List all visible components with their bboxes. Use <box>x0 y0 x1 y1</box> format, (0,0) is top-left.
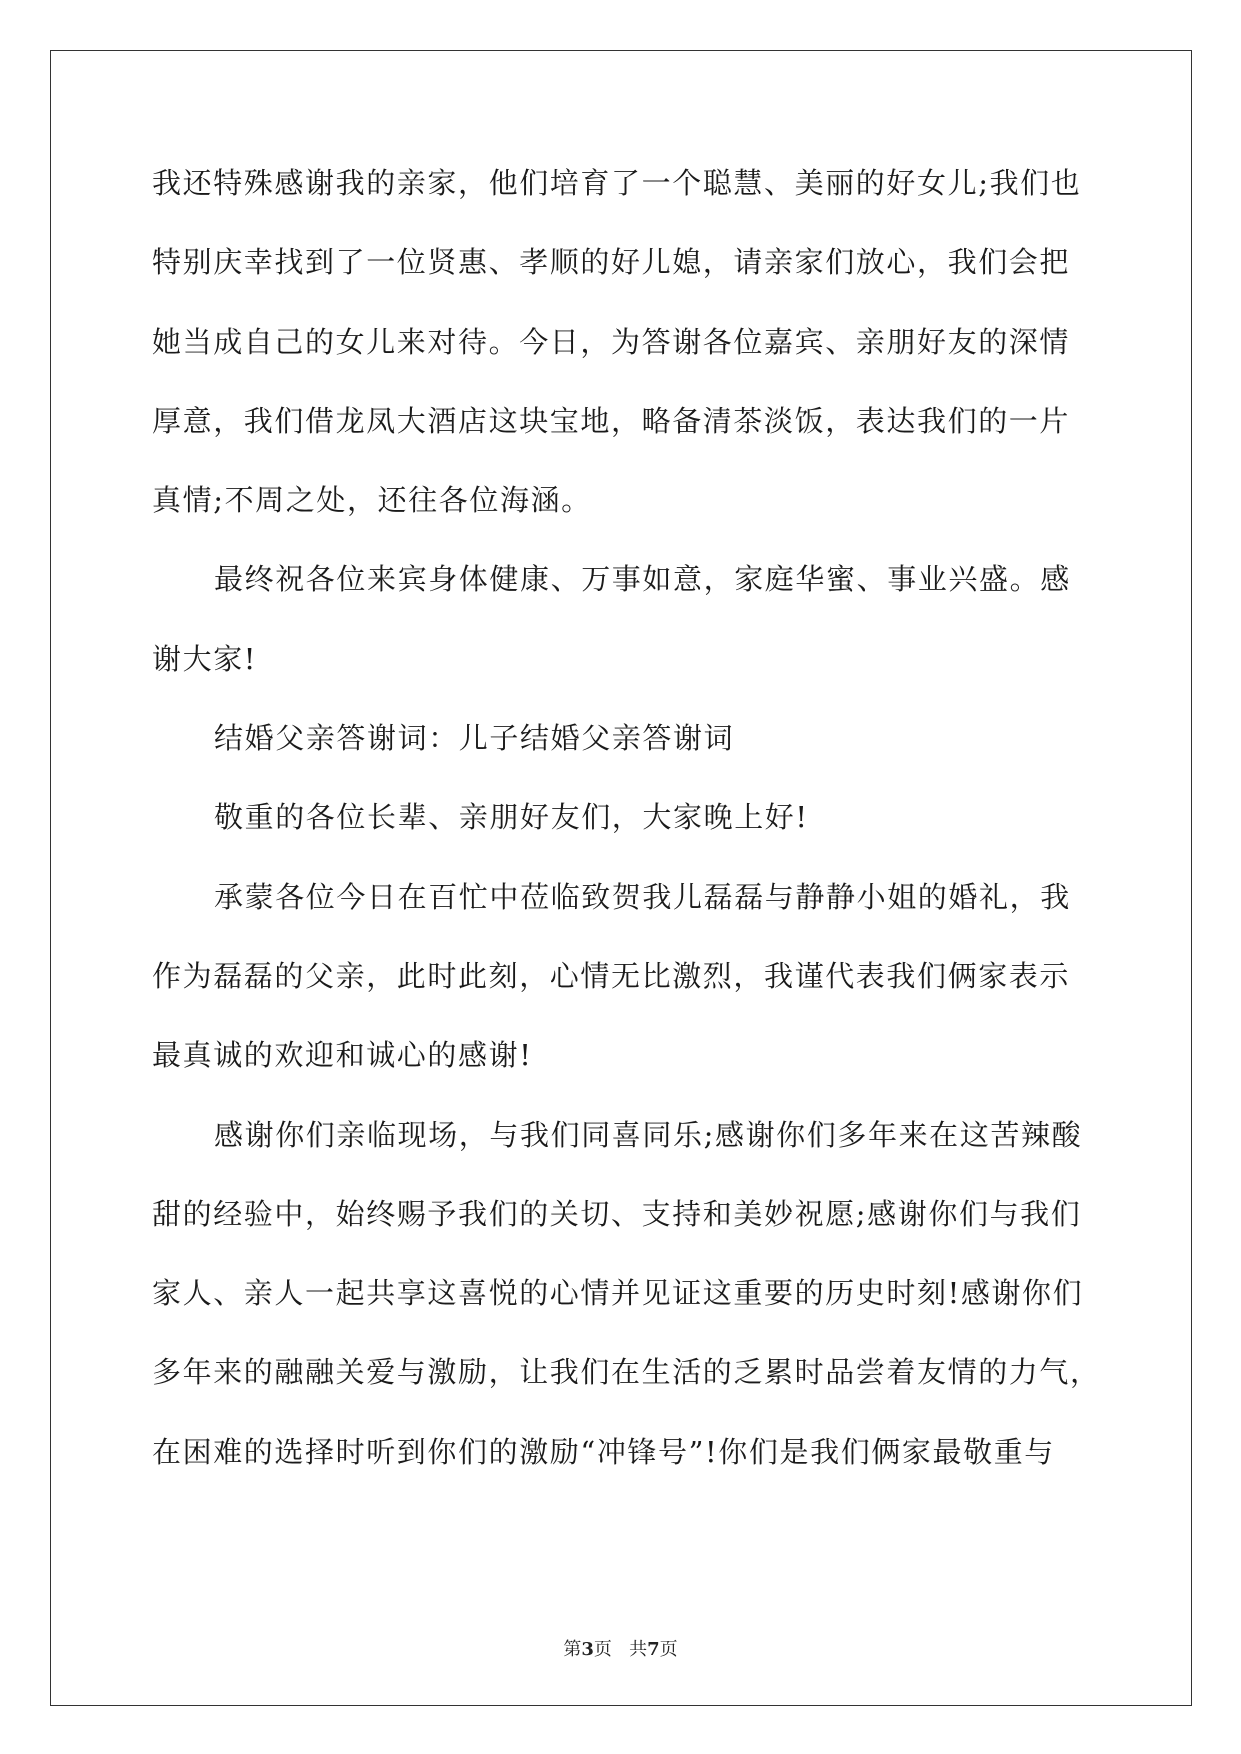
document-body <box>152 158 1101 1506</box>
text-line: 厚意，我们借龙凤大酒店这块宝地，略备清茶淡饭，表达我们的一片 <box>152 403 1071 438</box>
text-line: 最真诚的欢迎和诚心的感谢! <box>152 1038 533 1073</box>
page-footer <box>0 1635 1241 1661</box>
text-line: 特别庆幸找到了一位贤惠、孝顺的好儿媳，请亲家们放心，我们会把 <box>152 245 1071 280</box>
footer-total-prefix: 共 <box>629 1639 648 1660</box>
text-line: 在困难的选择时听到你们的激励“冲锋号”!你们是我们俩家最敬重与 <box>152 1434 1055 1469</box>
text-line: 谢大家! <box>152 641 258 676</box>
footer-total-suffix: 页 <box>659 1639 678 1660</box>
text-line: 真情;不周之处，还往各位海涵。 <box>152 483 592 518</box>
text-line: 作为磊磊的父亲，此时此刻，心情无比激烈，我谨代表我们俩家表示 <box>152 958 1071 993</box>
salutation: 敬重的各位长辈、亲朋好友们，大家晚上好! <box>214 800 809 835</box>
text-line: 我还特殊感谢我的亲家，他们培育了一个聪慧、美丽的好女儿;我们也 <box>152 166 1082 200</box>
text-line: 多年来的融融关爱与激励，让我们在生活的乏累时品尝着友情的力气， <box>152 1355 1101 1390</box>
text-line: 感谢你们亲临现场，与我们同喜同乐;感谢你们多年来在这苦辣酸 <box>214 1117 1083 1152</box>
footer-page-word: 页 <box>593 1639 612 1660</box>
text-line: 家人、亲人一起共享这喜悦的心情并见证这重要的历史时刻!感谢你们 <box>152 1276 1084 1311</box>
text-line: 甜的经验中，始终赐予我们的关切、支持和美妙祝愿;感谢你们与我们 <box>152 1196 1082 1231</box>
text-line: 她当成自己的女儿来对待。今日，为答谢各位嘉宾、亲朋好友的深情 <box>152 324 1071 359</box>
text-line: 最终祝各位来宾身体健康、万事如意，家庭华蜜、事业兴盛。感 <box>214 562 1071 597</box>
footer-prefix: 第 <box>563 1639 582 1660</box>
current-page-number: 3 <box>581 1639 594 1660</box>
text-line: 承蒙各位今日在百忙中莅临致贺我儿磊磊与静静小姐的婚礼，我 <box>214 879 1071 914</box>
section-heading: 结婚父亲答谢词：儿子结婚父亲答谢词 <box>214 721 735 756</box>
total-pages-number: 7 <box>647 1639 660 1660</box>
